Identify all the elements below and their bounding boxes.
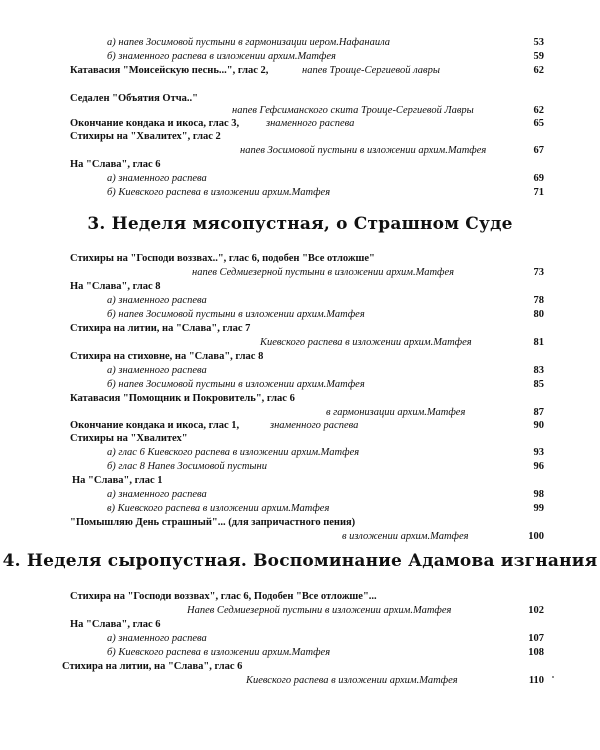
page-number: 71: [533, 187, 544, 198]
toc-entry: [0, 36, 600, 50]
toc-entry: [0, 604, 600, 618]
entry-text: а) знаменного распева: [107, 365, 207, 376]
entry-text: б) Киевского распева в изложении архим.Матфея: [107, 187, 331, 198]
page-number: 53: [533, 37, 544, 48]
entry-text: а) глас 6 Киевского распева в изложении архим.Матфея: [107, 447, 360, 458]
page-number: 73: [533, 267, 544, 278]
page-number: 87: [533, 407, 544, 418]
entry-title: Стихира на стиховне, на "Слава", глас 8: [70, 351, 264, 362]
entry-text: Напев Седмиезерной пустыни в изложении архим.Матфея: [187, 605, 452, 616]
toc-entry: [0, 406, 600, 420]
entry-text: в гармонизации архим.Матфея: [326, 407, 466, 418]
toc-entry: [0, 590, 600, 604]
entry-title: Стихиры на "Хвалитех", глас 2: [70, 131, 221, 142]
toc-entry: [0, 432, 600, 446]
toc-entry: [0, 460, 600, 474]
page-number: 98: [533, 489, 544, 500]
page-number: 85: [533, 379, 544, 390]
entry-title: Стихира на литии, на "Слава", глас 7: [70, 323, 251, 334]
entry-text: б) напев Зосимовой пустыни в изложении архим.Матфея: [107, 379, 365, 390]
entry-text: напев Зосимовой пустыни в изложении архим.Матфея: [240, 145, 487, 156]
entry-title: На "Слава", глас 8: [70, 281, 161, 292]
page-number: 100: [528, 531, 544, 542]
page-number: 78: [533, 295, 544, 306]
toc-entry: [0, 474, 600, 488]
section-heading: 3. Неделя мясопустная, о Страшном Суде: [87, 214, 513, 234]
scan-speck: [552, 676, 554, 678]
page-number: 83: [533, 365, 544, 376]
entry-title: Стихиры на "Господи воззвах..", глас 6, подобен "Все отложше": [70, 253, 375, 264]
toc-entry: [0, 172, 600, 186]
entry-title: Стихиры на "Хвалитех": [70, 433, 188, 444]
entry-text: а) напев Зосимовой пустыни в гармонизации иером.Нафанаила: [107, 37, 391, 48]
toc-entry: [0, 266, 600, 280]
toc-entry: [0, 350, 600, 364]
toc-entry: [0, 322, 600, 336]
page-number: 90: [533, 420, 544, 431]
page-number: 62: [533, 65, 544, 76]
toc-entry: [0, 280, 600, 294]
entry-title: На "Слава", глас 6: [70, 159, 161, 170]
section-heading: 4. Неделя сыропустная. Воспоминание Адамова изгнания: [2, 551, 598, 571]
toc-entry: [0, 674, 600, 688]
toc-entry: [0, 364, 600, 378]
toc-entry: [0, 488, 600, 502]
entry-text: а) знаменного распева: [107, 633, 207, 644]
entry-text: б) Киевского распева в изложении архим.Матфея: [107, 647, 331, 658]
page-number: 80: [533, 309, 544, 320]
toc-entry: [0, 104, 600, 118]
page-number: 67: [533, 145, 544, 156]
toc-entry: [0, 618, 600, 632]
entry-text: знаменного распева: [266, 118, 355, 129]
page-number: 108: [528, 647, 544, 658]
entry-text: а) знаменного распева: [107, 173, 207, 184]
page-number: 62: [533, 105, 544, 116]
toc-entry: [0, 646, 600, 660]
toc-entry: [0, 419, 600, 433]
entry-text: напев Гефсиманского скита Троице-Сергиевой Лавры: [232, 105, 474, 116]
toc-entry: [0, 632, 600, 646]
page-number: 81: [533, 337, 544, 348]
toc-entry: [0, 308, 600, 322]
toc-entry: [0, 144, 600, 158]
toc-entry: [0, 158, 600, 172]
toc-entry: [0, 252, 600, 266]
toc-entry: [0, 117, 600, 131]
entry-title: Стихира на "Господи воззвах", глас 6, Подобен "Все отложше"...: [70, 591, 377, 602]
entry-text: а) знаменного распева: [107, 489, 207, 500]
toc-entry: [0, 186, 600, 200]
page-number: 96: [533, 461, 544, 472]
toc-entry: [0, 530, 600, 544]
entry-text: Киевского распева в изложении архим.Матфея: [260, 337, 472, 348]
entry-text: б) напев Зосимовой пустыни в изложении архим.Матфея: [107, 309, 365, 320]
page-number: 59: [533, 51, 544, 62]
page-number: 65: [533, 118, 544, 129]
entry-text: напев Седмиезерной пустыни в изложении архим.Матфея: [192, 267, 455, 278]
entry-title: "Помышляю День страшный"... (для запричастного пения): [70, 517, 356, 528]
entry-title: Катавасия "Помощник и Покровитель", глас 6: [70, 393, 295, 404]
toc-entry: [0, 392, 600, 406]
entry-text: Киевского распева в изложении архим.Матфея: [246, 675, 458, 686]
page-number: 102: [528, 605, 544, 616]
entry-text: б) глас 8 Напев Зосимовой пустыни: [107, 461, 267, 472]
page-number: 69: [533, 173, 544, 184]
entry-title: Стихира на литии, на "Слава", глас 6: [62, 661, 243, 672]
toc-entry: [0, 50, 600, 64]
page-number: 110: [528, 675, 544, 686]
page-number: 93: [533, 447, 544, 458]
entry-title: На "Слава", глас 1: [72, 475, 163, 486]
entry-text: напев Троице-Сергиевой лавры: [302, 65, 440, 76]
entry-title: Окончание кондака и икоса, глас 3,: [70, 118, 240, 129]
entry-text: в) Киевского распева в изложении архим.Матфея: [107, 503, 330, 514]
toc-entry: [0, 294, 600, 308]
entry-text: а) знаменного распева: [107, 295, 207, 306]
entry-title: Окончание кондака и икоса, глас 1,: [70, 420, 240, 431]
entry-title: Седален "Объятия Отча..": [70, 93, 198, 104]
page-number: 107: [528, 633, 544, 644]
entry-text: знаменного распева: [270, 420, 359, 431]
toc-entry: [0, 502, 600, 516]
toc-entry: [0, 64, 600, 78]
toc-entry: [0, 446, 600, 460]
toc-entry: [0, 660, 600, 674]
toc-entry: [0, 516, 600, 530]
toc-entry: [0, 378, 600, 392]
toc-entry: [0, 336, 600, 350]
entry-title: На "Слава", глас 6: [70, 619, 161, 630]
toc-entry: [0, 130, 600, 144]
entry-title: Катавасия "Моисейскую песнь...", глас 2,: [70, 65, 269, 76]
page-number: 99: [533, 503, 544, 514]
entry-text: б) знаменного распева в изложении архим.Матфея: [107, 51, 336, 62]
entry-text: в изложении архим.Матфея: [342, 531, 469, 542]
